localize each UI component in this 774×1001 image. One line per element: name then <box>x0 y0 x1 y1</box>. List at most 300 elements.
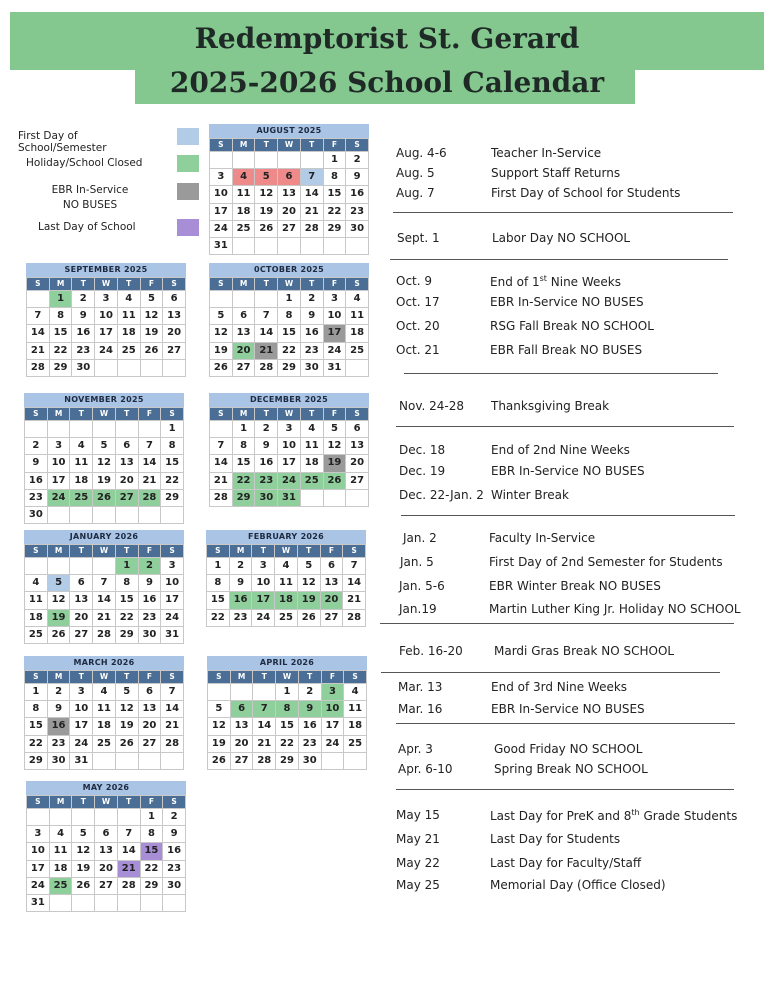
day-cell: 4 <box>50 826 73 843</box>
day-cell: 4 <box>344 684 367 701</box>
day-cell: 6 <box>70 575 93 592</box>
day-cell: 12 <box>141 308 164 325</box>
day-cell: 7 <box>343 558 366 575</box>
day-cell: 30 <box>72 360 95 377</box>
empty-cell <box>324 490 347 507</box>
weekday-header: T <box>252 545 275 558</box>
weekday-header: S <box>343 545 366 558</box>
weekday-header: T <box>118 796 141 809</box>
day-cell: 26 <box>255 221 278 238</box>
month-title: DECEMBER 2025 <box>209 393 369 407</box>
day-cell: 26 <box>210 360 233 377</box>
day-cell: 17 <box>27 861 50 878</box>
day-cell: 29 <box>276 753 299 770</box>
empty-cell <box>141 360 164 377</box>
day-cell: 3 <box>210 169 233 186</box>
day-cell: 24 <box>322 736 345 753</box>
day-cell: 19 <box>298 592 321 609</box>
weekday-header: S <box>210 139 233 152</box>
day-cell: 24 <box>210 221 233 238</box>
empty-cell <box>255 152 278 169</box>
day-cell: 13 <box>346 438 369 455</box>
empty-cell <box>346 490 369 507</box>
empty-cell <box>233 238 256 255</box>
day-cell: 1 <box>116 558 139 575</box>
empty-cell <box>139 421 162 438</box>
day-cell: 17 <box>210 204 233 221</box>
day-cell: 27 <box>116 490 139 507</box>
separator <box>390 259 728 260</box>
weekday-header: S <box>208 671 231 684</box>
weekday-header: S <box>163 278 186 291</box>
month-title: FEBRUARY 2026 <box>206 530 366 544</box>
day-cell: 5 <box>324 421 347 438</box>
event-description: Memorial Day (Office Closed) <box>490 878 666 892</box>
day-cell: 28 <box>93 627 116 644</box>
day-cell: 7 <box>139 438 162 455</box>
day-cell: 31 <box>70 753 93 770</box>
day-cell: 12 <box>298 575 321 592</box>
month-title: NOVEMBER 2025 <box>24 393 184 407</box>
day-cell: 23 <box>48 736 71 753</box>
event-date: Apr. 6-10 <box>398 762 453 776</box>
day-cell: 7 <box>118 826 141 843</box>
day-cell: 21 <box>253 736 276 753</box>
day-cell: 26 <box>324 473 347 490</box>
event-description: Last Day for Faculty/Staff <box>490 856 642 870</box>
day-cell: 8 <box>207 575 230 592</box>
day-cell: 5 <box>210 308 233 325</box>
empty-cell <box>25 558 48 575</box>
weekday-header: S <box>25 671 48 684</box>
empty-cell <box>346 360 369 377</box>
day-cell: 16 <box>299 718 322 735</box>
month-grid <box>24 544 184 644</box>
day-cell: 13 <box>163 308 186 325</box>
separator <box>380 623 734 624</box>
day-cell: 12 <box>93 455 116 472</box>
day-cell: 10 <box>278 438 301 455</box>
empty-cell <box>93 421 116 438</box>
day-cell: 24 <box>48 490 71 507</box>
weekday-header: M <box>231 671 254 684</box>
day-cell: 9 <box>230 575 253 592</box>
day-cell: 31 <box>210 238 233 255</box>
day-cell: 8 <box>141 826 164 843</box>
day-cell: 25 <box>118 343 141 360</box>
separator <box>396 723 735 724</box>
day-cell: 14 <box>253 718 276 735</box>
day-cell: 30 <box>139 627 162 644</box>
weekday-header: F <box>139 408 162 421</box>
day-cell: 6 <box>116 438 139 455</box>
day-cell: 21 <box>210 473 233 490</box>
day-cell: 27 <box>278 221 301 238</box>
day-cell: 10 <box>27 843 50 860</box>
day-cell: 31 <box>27 895 50 912</box>
month-title: MARCH 2026 <box>24 656 184 670</box>
day-cell: 26 <box>208 753 231 770</box>
day-cell: 14 <box>139 455 162 472</box>
day-cell: 2 <box>72 291 95 308</box>
empty-cell <box>210 421 233 438</box>
empty-cell <box>278 152 301 169</box>
day-cell: 29 <box>50 360 73 377</box>
day-cell: 23 <box>299 736 322 753</box>
day-cell: 27 <box>163 343 186 360</box>
weekday-header: M <box>233 139 256 152</box>
day-cell: 28 <box>255 360 278 377</box>
day-cell: 15 <box>324 186 347 203</box>
day-cell: 15 <box>141 843 164 860</box>
day-cell: 2 <box>230 558 253 575</box>
empty-cell <box>95 360 118 377</box>
day-cell: 12 <box>116 701 139 718</box>
day-cell: 28 <box>161 736 184 753</box>
day-cell: 21 <box>301 204 324 221</box>
day-cell: 15 <box>116 592 139 609</box>
empty-cell <box>301 152 324 169</box>
day-cell: 2 <box>48 684 71 701</box>
day-cell: 4 <box>233 169 256 186</box>
weekday-header: W <box>278 278 301 291</box>
day-cell: 21 <box>161 718 184 735</box>
day-cell: 5 <box>298 558 321 575</box>
month-grid <box>209 407 369 507</box>
day-cell: 18 <box>275 592 298 609</box>
empty-cell <box>93 507 116 524</box>
event-description: First Day of School for Students <box>491 186 681 200</box>
day-cell: 25 <box>344 736 367 753</box>
day-cell: 9 <box>139 575 162 592</box>
day-cell: 11 <box>50 843 73 860</box>
event-date: Dec. 18 <box>399 443 446 457</box>
day-cell: 17 <box>278 455 301 472</box>
empty-cell <box>116 507 139 524</box>
day-cell: 7 <box>301 169 324 186</box>
empty-cell <box>301 238 324 255</box>
day-cell: 4 <box>346 291 369 308</box>
month-grid <box>24 670 184 770</box>
day-cell: 20 <box>70 610 93 627</box>
empty-cell <box>118 809 141 826</box>
empty-cell <box>116 421 139 438</box>
day-cell: 25 <box>346 343 369 360</box>
day-cell: 21 <box>93 610 116 627</box>
event-description: Last Day for PreK and 8th Grade Students <box>490 808 738 823</box>
weekday-header: W <box>95 278 118 291</box>
empty-cell <box>161 507 184 524</box>
day-cell: 27 <box>231 753 254 770</box>
day-cell: 22 <box>324 204 347 221</box>
empty-cell <box>141 895 164 912</box>
day-cell: 3 <box>252 558 275 575</box>
day-cell: 1 <box>50 291 73 308</box>
day-cell: 10 <box>324 308 347 325</box>
empty-cell <box>278 238 301 255</box>
empty-cell <box>139 753 162 770</box>
day-cell: 14 <box>93 592 116 609</box>
legend-last-day-swatch <box>177 219 199 236</box>
weekday-header: T <box>298 545 321 558</box>
day-cell: 1 <box>207 558 230 575</box>
weekday-header: F <box>324 139 347 152</box>
weekday-header: S <box>27 796 50 809</box>
day-cell: 19 <box>72 861 95 878</box>
day-cell: 30 <box>255 490 278 507</box>
legend-ebr-swatch <box>177 183 199 200</box>
empty-cell <box>322 753 345 770</box>
empty-cell <box>208 684 231 701</box>
weekday-header: F <box>139 545 162 558</box>
month-october-2025 <box>209 263 369 377</box>
day-cell: 2 <box>301 291 324 308</box>
day-cell: 2 <box>163 809 186 826</box>
empty-cell <box>50 895 73 912</box>
month-december-2025 <box>209 393 369 507</box>
empty-cell <box>48 558 71 575</box>
day-cell: 1 <box>25 684 48 701</box>
day-cell: 26 <box>72 878 95 895</box>
day-cell: 3 <box>322 684 345 701</box>
empty-cell <box>253 684 276 701</box>
day-cell: 1 <box>278 291 301 308</box>
event-date: Oct. 21 <box>396 343 440 357</box>
day-cell: 18 <box>344 718 367 735</box>
day-cell: 23 <box>72 343 95 360</box>
day-cell: 23 <box>139 610 162 627</box>
day-cell: 20 <box>116 473 139 490</box>
day-cell: 29 <box>141 878 164 895</box>
weekday-header: T <box>116 408 139 421</box>
event-description: Mardi Gras Break NO SCHOOL <box>494 644 675 658</box>
day-cell: 4 <box>275 558 298 575</box>
weekday-header: S <box>161 671 184 684</box>
day-cell: 14 <box>301 186 324 203</box>
day-cell: 8 <box>116 575 139 592</box>
event-date: May 25 <box>396 878 440 892</box>
weekday-header: T <box>70 408 93 421</box>
day-cell: 2 <box>25 438 48 455</box>
weekday-header: M <box>233 408 256 421</box>
weekday-header: M <box>48 545 71 558</box>
event-date: Oct. 9 <box>396 274 433 288</box>
day-cell: 15 <box>161 455 184 472</box>
day-cell: 19 <box>255 204 278 221</box>
empty-cell <box>210 291 233 308</box>
event-date: Mar. 13 <box>398 680 443 694</box>
weekday-header: W <box>278 408 301 421</box>
day-cell: 22 <box>25 736 48 753</box>
day-cell: 16 <box>346 186 369 203</box>
weekday-header: S <box>346 278 369 291</box>
empty-cell <box>95 895 118 912</box>
day-cell: 28 <box>301 221 324 238</box>
day-cell: 22 <box>141 861 164 878</box>
day-cell: 12 <box>48 592 71 609</box>
event-description: Thanksgiving Break <box>491 399 610 413</box>
event-description: Last Day for Students <box>490 832 621 846</box>
weekday-header: S <box>210 278 233 291</box>
day-cell: 7 <box>93 575 116 592</box>
empty-cell <box>27 291 50 308</box>
day-cell: 23 <box>301 343 324 360</box>
empty-cell <box>48 421 71 438</box>
day-cell: 3 <box>324 291 347 308</box>
month-grid <box>209 138 369 255</box>
day-cell: 3 <box>70 684 93 701</box>
event-date: May 15 <box>396 808 440 822</box>
weekday-header: T <box>118 278 141 291</box>
day-cell: 8 <box>278 308 301 325</box>
empty-cell <box>70 421 93 438</box>
weekday-header: S <box>161 408 184 421</box>
day-cell: 21 <box>118 861 141 878</box>
legend-holiday-label: Holiday/School Closed <box>26 157 143 169</box>
day-cell: 30 <box>299 753 322 770</box>
day-cell: 8 <box>233 438 256 455</box>
legend-first-day-swatch <box>177 128 199 145</box>
day-cell: 19 <box>210 343 233 360</box>
day-cell: 19 <box>324 455 347 472</box>
day-cell: 10 <box>95 308 118 325</box>
separator <box>404 373 718 374</box>
day-cell: 9 <box>163 826 186 843</box>
day-cell: 2 <box>346 152 369 169</box>
event-date: May 21 <box>396 832 440 846</box>
month-title: MAY 2026 <box>26 781 186 795</box>
day-cell: 17 <box>161 592 184 609</box>
day-cell: 6 <box>278 169 301 186</box>
weekday-header: S <box>25 545 48 558</box>
day-cell: 30 <box>25 507 48 524</box>
day-cell: 26 <box>141 343 164 360</box>
weekday-header: W <box>278 139 301 152</box>
day-cell: 17 <box>70 718 93 735</box>
event-description: EBR In-Service NO BUSES <box>490 295 644 309</box>
weekday-header: F <box>324 408 347 421</box>
empty-cell <box>116 753 139 770</box>
day-cell: 12 <box>255 186 278 203</box>
weekday-header: W <box>276 671 299 684</box>
day-cell: 10 <box>70 701 93 718</box>
page-subtitle: 2025-2026 School Calendar <box>169 66 605 99</box>
empty-cell <box>118 895 141 912</box>
event-description: EBR In-Service NO BUSES <box>491 702 645 716</box>
month-march-2026 <box>24 656 184 770</box>
empty-cell <box>161 753 184 770</box>
day-cell: 21 <box>139 473 162 490</box>
day-cell: 23 <box>255 473 278 490</box>
day-cell: 27 <box>233 360 256 377</box>
empty-cell <box>301 490 324 507</box>
day-cell: 14 <box>255 325 278 342</box>
day-cell: 22 <box>50 343 73 360</box>
day-cell: 7 <box>210 438 233 455</box>
day-cell: 20 <box>139 718 162 735</box>
event-date: Apr. 3 <box>398 742 433 756</box>
event-date: Feb. 16-20 <box>399 644 463 658</box>
event-date: Jan. 5 <box>400 555 434 569</box>
month-title: JANUARY 2026 <box>24 530 184 544</box>
day-cell: 18 <box>93 718 116 735</box>
day-cell: 22 <box>207 610 230 627</box>
empty-cell <box>70 507 93 524</box>
day-cell: 6 <box>163 291 186 308</box>
month-title: AUGUST 2025 <box>209 124 369 138</box>
day-cell: 19 <box>116 718 139 735</box>
event-date: Mar. 16 <box>398 702 443 716</box>
event-date: Jan. 5-6 <box>399 579 445 593</box>
month-november-2025 <box>24 393 184 524</box>
empty-cell <box>93 558 116 575</box>
day-cell: 12 <box>324 438 347 455</box>
day-cell: 10 <box>322 701 345 718</box>
weekday-header: M <box>230 545 253 558</box>
day-cell: 30 <box>301 360 324 377</box>
month-title: 0CTOBER 2025 <box>209 263 369 277</box>
day-cell: 15 <box>25 718 48 735</box>
day-cell: 4 <box>118 291 141 308</box>
weekday-header: T <box>72 278 95 291</box>
weekday-header: T <box>70 545 93 558</box>
day-cell: 4 <box>70 438 93 455</box>
empty-cell <box>233 291 256 308</box>
day-cell: 22 <box>161 473 184 490</box>
day-cell: 24 <box>324 343 347 360</box>
day-cell: 11 <box>344 701 367 718</box>
day-cell: 24 <box>161 610 184 627</box>
day-cell: 25 <box>25 627 48 644</box>
month-title: APRIL 2026 <box>207 656 367 670</box>
event-date: Oct. 20 <box>396 319 440 333</box>
empty-cell <box>27 809 50 826</box>
weekday-header: S <box>344 671 367 684</box>
day-cell: 18 <box>301 455 324 472</box>
weekday-header: S <box>27 278 50 291</box>
day-cell: 20 <box>346 455 369 472</box>
day-cell: 12 <box>72 843 95 860</box>
weekday-header: T <box>301 139 324 152</box>
day-cell: 18 <box>70 473 93 490</box>
day-cell: 16 <box>255 455 278 472</box>
day-cell: 21 <box>255 343 278 360</box>
day-cell: 9 <box>72 308 95 325</box>
empty-cell <box>346 238 369 255</box>
day-cell: 27 <box>70 627 93 644</box>
month-grid <box>26 277 186 377</box>
day-cell: 13 <box>70 592 93 609</box>
day-cell: 10 <box>252 575 275 592</box>
day-cell: 16 <box>25 473 48 490</box>
separator <box>381 672 720 673</box>
event-date: Dec. 19 <box>399 464 446 478</box>
day-cell: 16 <box>230 592 253 609</box>
day-cell: 15 <box>207 592 230 609</box>
day-cell: 23 <box>25 490 48 507</box>
day-cell: 25 <box>233 221 256 238</box>
day-cell: 21 <box>343 592 366 609</box>
day-cell: 14 <box>161 701 184 718</box>
event-date: Aug. 7 <box>396 186 435 200</box>
month-april-2026 <box>207 656 367 770</box>
day-cell: 25 <box>275 610 298 627</box>
day-cell: 22 <box>233 473 256 490</box>
day-cell: 25 <box>50 878 73 895</box>
day-cell: 28 <box>27 360 50 377</box>
event-description: End of 1st Nine Weeks <box>490 274 622 289</box>
weekday-header: W <box>93 671 116 684</box>
